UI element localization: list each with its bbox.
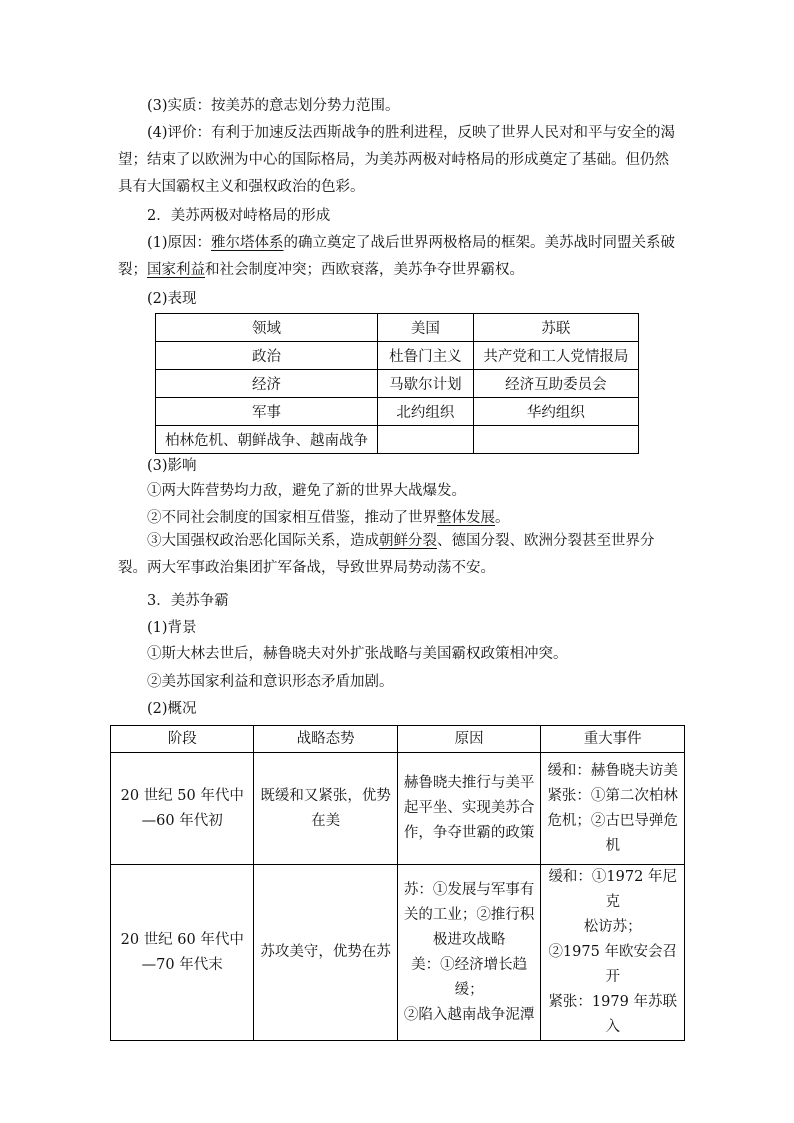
cell-line: —70 年代末 bbox=[141, 956, 223, 973]
cause-text-1: 的确立奠定了战后世界两极格局的框架。美苏战时同盟关系破裂； bbox=[118, 235, 676, 278]
cause-text-2: 和社会制度冲突；西欧衰落，美苏争夺世界霸权。 bbox=[205, 262, 524, 278]
underlined-yalta-system: 雅尔塔体系 bbox=[211, 235, 284, 251]
table-cell: 共产党和工人党情报局 bbox=[473, 342, 638, 370]
table-cell: 马歇尔计划 bbox=[378, 370, 474, 398]
text-line-background-1: ①斯大林去世后，赫鲁晓夫对外扩张战略与美国霸权政策相冲突。 bbox=[147, 646, 568, 662]
cell-line: 在美 bbox=[311, 812, 341, 829]
influence-3-rest: 、德国分裂、欧洲分裂甚至世界分裂。两大军事政治集团扩军备战，导致世界局势动荡不安。 bbox=[118, 533, 655, 576]
text-line-background-2: ②美苏国家利益和意识形态矛盾加剧。 bbox=[147, 674, 394, 690]
paragraph-evaluation: (4)评价：有利于加速反法西斯战争的胜利进程，反映了世界人民对和平与安全的渴望；结束了以欧洲为中心的国际格局，为美苏两极对峙格局的形成奠定了基础。但仍然具有大国霸权主义和强权政治的色彩。 bbox=[118, 125, 676, 195]
table-header-cell: 阶段 bbox=[111, 726, 254, 753]
table-row bbox=[111, 865, 685, 1041]
table-row bbox=[156, 314, 639, 342]
text-line-essence: (3)实质：按美苏的意志划分势力范围。 bbox=[147, 98, 400, 114]
table-cell: 北约组织 bbox=[378, 398, 474, 426]
table-cell-stage bbox=[111, 753, 254, 865]
table-cell-posture bbox=[254, 865, 397, 1041]
table-cell-events bbox=[541, 753, 685, 865]
table-header-cell: 美国 bbox=[378, 314, 474, 342]
section-heading-3: 3．美苏争霸 bbox=[147, 593, 229, 609]
cell-line: 紧张：1979 年苏联入 bbox=[548, 994, 677, 1035]
table-cell: 军事 bbox=[156, 398, 378, 426]
text-line-background: (1)背景 bbox=[147, 620, 197, 636]
text-line-influence-1: ①两大阵营势均力敌，避免了新的世界大战爆发。 bbox=[147, 483, 466, 499]
cell-line: 危机；②古巴导弹危 bbox=[547, 812, 678, 829]
table-header-cell: 战略态势 bbox=[254, 726, 397, 753]
paragraph-cause bbox=[118, 230, 678, 284]
table-cell: 政治 bbox=[156, 342, 378, 370]
cell-line: —60 年代初 bbox=[141, 812, 223, 829]
table-header-cell: 苏联 bbox=[473, 314, 638, 342]
cell-line: 缓和：赫鲁晓夫访美 bbox=[547, 762, 678, 779]
table-cell-stage bbox=[111, 865, 254, 1041]
cell-line: 20 世纪 60 年代中 bbox=[120, 931, 244, 948]
table-row bbox=[156, 426, 639, 454]
underlined-overall-development: 整体发展 bbox=[437, 510, 495, 526]
cell-line: 作，争夺世霸的政策 bbox=[403, 825, 535, 841]
table-cell: 华约组织 bbox=[473, 398, 638, 426]
text-line-influence-2 bbox=[147, 509, 510, 527]
underlined-korea-split: 朝鲜分裂 bbox=[379, 533, 437, 549]
table-row bbox=[156, 398, 639, 426]
table-cell-reason bbox=[397, 865, 540, 1041]
table-cell bbox=[473, 426, 638, 454]
table-cell: 柏林危机、朝鲜战争、越南战争 bbox=[156, 426, 378, 454]
table-header-cell: 重大事件 bbox=[541, 726, 685, 753]
cell-line: ②陷入越南战争泥潭 bbox=[403, 1006, 535, 1023]
cell-line: ②1975 年欧安会召 bbox=[548, 944, 677, 960]
cell-line: 机 bbox=[605, 837, 620, 854]
text-line-influence: (3)影响 bbox=[147, 458, 197, 474]
table-row bbox=[111, 726, 685, 753]
cause-label: (1)原因： bbox=[147, 235, 212, 251]
influence-2-text: ②不同社会制度的国家相互借鉴，推动了世界 bbox=[147, 510, 437, 526]
table-row bbox=[111, 753, 685, 865]
table-cell-events bbox=[541, 865, 685, 1041]
overview-table bbox=[110, 725, 685, 1041]
table-cell: 经济 bbox=[156, 370, 378, 398]
cell-line: 关的工业；②推行积 bbox=[403, 906, 535, 923]
influence-3-text: ③大国强权政治恶化国际关系，造成 bbox=[147, 533, 379, 549]
table-cell bbox=[378, 426, 474, 454]
paragraph-influence-3 bbox=[118, 528, 678, 582]
cell-line: 起平坐、实现美苏合 bbox=[403, 800, 535, 816]
table-cell-reason bbox=[397, 753, 540, 865]
manifestation-table bbox=[155, 313, 639, 454]
table-row bbox=[156, 342, 639, 370]
text-line-manifestation: (2)表现 bbox=[147, 291, 197, 307]
cell-line: 苏攻美守，优势在苏 bbox=[260, 944, 391, 960]
cell-line: 20 世纪 50 年代中 bbox=[120, 787, 244, 804]
cell-line: 既缓和又紧张，优势 bbox=[260, 787, 391, 804]
cell-line: 极进攻战略 bbox=[432, 931, 506, 948]
underlined-national-interest: 国家利益 bbox=[147, 262, 205, 278]
table-cell: 杜鲁门主义 bbox=[378, 342, 474, 370]
cell-line: 美：①经济增长趋缓； bbox=[411, 956, 528, 998]
text-line-overview: (2)概况 bbox=[147, 701, 197, 717]
table-cell: 经济互助委员会 bbox=[473, 370, 638, 398]
cell-line: 紧张：①第二次柏林 bbox=[547, 787, 678, 804]
table-row bbox=[156, 370, 639, 398]
cell-line: 缓和：①1972 年尼克 bbox=[548, 869, 677, 910]
table-cell-posture bbox=[254, 753, 397, 865]
cell-line: 苏：①发展与军事有 bbox=[403, 881, 535, 898]
cell-line: 赫鲁晓夫推行与美平 bbox=[403, 775, 535, 791]
cell-line: 松访苏； bbox=[583, 919, 642, 935]
influence-2-end: 。 bbox=[495, 510, 510, 526]
table-header-cell: 领域 bbox=[156, 314, 378, 342]
table-header-cell: 原因 bbox=[397, 726, 540, 753]
cell-line: 开 bbox=[605, 969, 620, 985]
section-heading-2: 2．美苏两极对峙格局的形成 bbox=[147, 208, 331, 224]
